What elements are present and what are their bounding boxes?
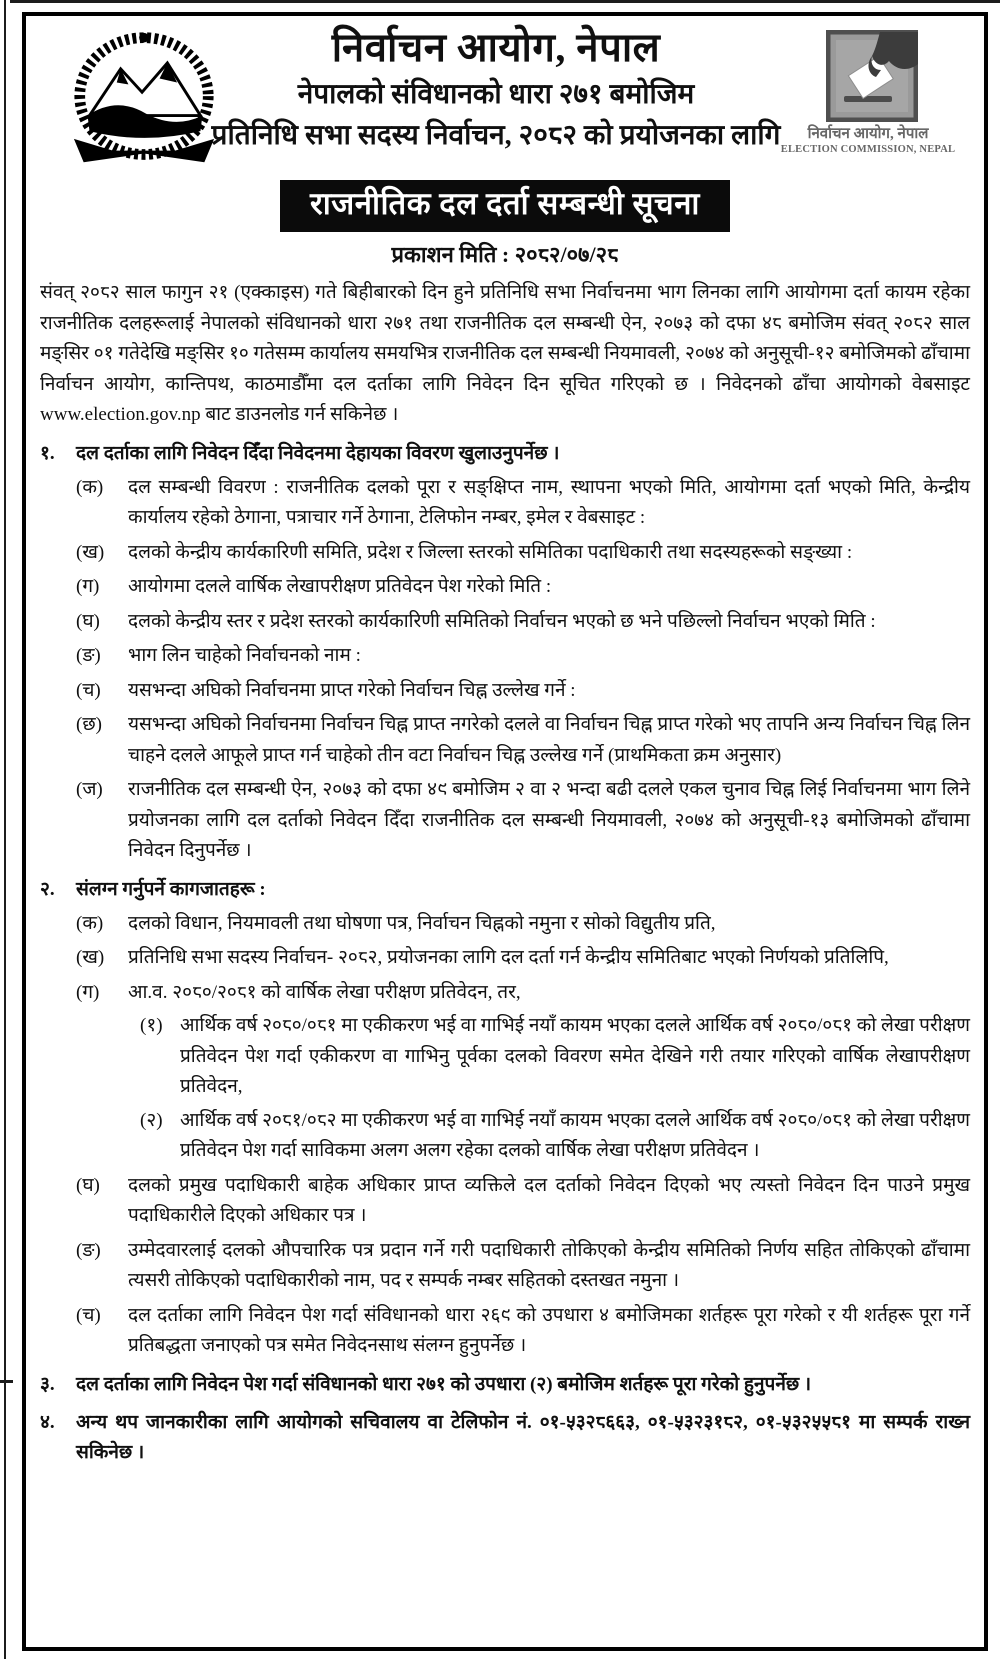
list-item-text: दलको प्रमुख पदाधिकारी बाहेक अधिकार प्राप्त व्यक्तिले दल दर्ताको निवेदन दिएको भए त्यस्तो निवेदन दिन पाउने प्रमुख पदाधिकारीले दिएको अधिकार पत्र । bbox=[128, 1174, 970, 1226]
list-item-label: (छ) bbox=[76, 714, 102, 735]
ec-caption-nepali: निर्वाचन आयोग, नेपाल bbox=[807, 126, 929, 142]
list-item-text: भाग लिन चाहेको निर्वाचनको नाम : bbox=[128, 645, 361, 666]
list-item-text: दलको केन्द्रीय कार्यकारिणी समिति, प्रदेश र जिल्ला स्तरको समितिका पदाधिकारी तथा सदस्यहरूको सङ्ख्या : bbox=[128, 541, 853, 563]
list-item-body bbox=[128, 676, 970, 707]
header-subtitle-2: प्रतिनिधि सभा सदस्य निर्वाचन, २०८२ को प्रयोजनका लागि bbox=[211, 120, 781, 151]
ec-caption-english: ELECTION COMMISSION, NEPAL bbox=[780, 144, 956, 155]
list-item bbox=[76, 943, 970, 974]
sub-list-item bbox=[140, 1106, 970, 1167]
list-item bbox=[76, 1236, 970, 1297]
list-item-body bbox=[128, 473, 970, 534]
section-heading-row bbox=[40, 1370, 970, 1400]
section-heading: दल दर्ताका लागि निवेदन दिँदा निवेदनमा देहायका विवरण खुलाउनुपर्नेछ । bbox=[76, 442, 560, 464]
ballot-box-icon bbox=[826, 30, 918, 122]
list-item-label: (च) bbox=[76, 1304, 101, 1326]
list-item bbox=[76, 909, 970, 940]
section-number: ३. bbox=[40, 1373, 55, 1395]
list-item-label: (ज) bbox=[76, 779, 103, 800]
list-item-body bbox=[128, 641, 970, 672]
header bbox=[40, 22, 970, 172]
notice-title: राजनीतिक दल दर्ता सम्बन्धी सूचना bbox=[310, 186, 700, 221]
sub-item-label: (१) bbox=[140, 1015, 163, 1036]
section-heading: दल दर्ताका लागि निवेदन पेश गर्दा संविधानको धारा २७१ को उपधारा (२) बमोजिम शर्तहरू पूरा गरेको हुनुपर्नेछ । bbox=[76, 1373, 812, 1395]
list-item-text: दलको केन्द्रीय स्तर र प्रदेश स्तरको कार्यकारिणी समितिको निर्वाचन भएको छ भने पछिल्लो निर्वाचन भएको मिति : bbox=[128, 610, 876, 632]
list-item bbox=[76, 710, 970, 771]
list-item-body bbox=[128, 909, 970, 940]
notice-title-bar bbox=[280, 180, 730, 232]
document-frame bbox=[22, 12, 988, 1651]
ec-logo-caption bbox=[758, 126, 978, 156]
list-item bbox=[76, 641, 970, 672]
header-subtitle-1: नेपालको संविधानको धारा २७१ बमोजिम bbox=[297, 79, 695, 110]
list-item-text: यसभन्दा अघिको निर्वाचनमा प्राप्त गरेको निर्वाचन चिह्न उल्लेख गर्ने : bbox=[128, 679, 576, 701]
list-item-text: उम्मेदवारलाई दलको औपचारिक पत्र प्रदान गर्ने गरी पदाधिकारी तोकिएको केन्द्रीय समितिको निर्णय सहित तोकिएको ढाँचामा त्यसरी तोकिएको पदाधिकारीको नाम, पद र सम्पर्क नम्बर सहितको दस्तखत नमुना । bbox=[128, 1239, 970, 1291]
list-item-body bbox=[128, 943, 970, 974]
list-item-label: (क) bbox=[76, 476, 104, 498]
list-item-text: राजनीतिक दल सम्बन्धी ऐन, २०७३ को दफा ४९ बमोजिम २ वा २ भन्दा बढी दलले एकल चुनाव चिह्न लिई निर्वाचनमा भाग लिने प्रयोजनका लागि दल दर्ताको निवेदन दिँदा राजनीतिक दल सम्बन्धी नियमावली, २०७४ को अनुसूची-१३ बमोजिमको ढाँचामा निवेदन दिनुपर्नेछ । bbox=[128, 779, 970, 861]
list-item-label: (घ) bbox=[76, 1174, 100, 1196]
list-item bbox=[76, 775, 970, 867]
list-item-body bbox=[128, 1236, 970, 1297]
section-heading: अन्य थप जानकारीका लागि आयोगको सचिवालय वा टेलिफोन नं. ०१-५३२८६६३, ०१-५३२३१८२, ०१-५३२५५८१ मा सम्पर्क राख्न सकिनेछ । bbox=[76, 1411, 970, 1463]
list-item bbox=[76, 538, 970, 569]
list-item-text: दल दर्ताका लागि निवेदन पेश गर्दा संविधानको धारा २६९ को उपधारा ४ बमोजिमका शर्तहरू पूरा गरेको र यी शर्तहरू पूरा गर्ने प्रतिबद्धता जनाएको पत्र समेत निवेदनसाथ संलग्न हुनुपर्नेछ । bbox=[128, 1304, 970, 1356]
list-item bbox=[76, 473, 970, 534]
sub-list-item bbox=[140, 1011, 970, 1103]
section-items bbox=[76, 473, 970, 867]
list-item-label: (घ) bbox=[76, 610, 100, 632]
list-item-body bbox=[128, 775, 970, 867]
intro-paragraph: संवत् २०८२ साल फागुन २१ (एक्काइस) गते बिहीबारको दिन हुने प्रतिनिधि सभा निर्वाचनमा भाग लिनका लागि आयोगमा दर्ता कायम रहेका राजनीतिक दलहरूलाई नेपालको संविधानको धारा २७१ तथा राजनीतिक दल सम्बन्धी ऐन, २०७३ को दफा ४८ बमोजिम संवत् २०८२ साल मङ्सिर ०१ गतेदेखि मङ्सिर १० गतेसम्म कार्यालय समयभित्र राजनीतिक दल सम्बन्धी नियमावली, २०७४ को अनुसूची-१२ बमोजिमको ढाँचामा निर्वाचन आयोग, कान्तिपथ, काठमाडौँमा दल दर्ताका लागि निवेदन दिन सूचित गरिएको छ । निवेदनको ढाँचा आयोगको वेबसाइट www.election.gov.np बाट डाउनलोड गर्न सकिनेछ । bbox=[40, 282, 970, 425]
list-item bbox=[76, 1301, 970, 1362]
list-item-body bbox=[128, 978, 970, 1167]
newspaper-column-rule bbox=[4, 0, 6, 1659]
section-number: १. bbox=[40, 442, 55, 464]
list-item-label: (क) bbox=[76, 912, 104, 934]
section bbox=[40, 1408, 970, 1468]
list-item-body bbox=[128, 1171, 970, 1232]
list-item-text: आ.व. २०८०/२०८१ को वार्षिक लेखा परीक्षण प्रतिवेदन, तर, bbox=[128, 981, 521, 1003]
list-item-body bbox=[128, 538, 970, 569]
section-heading: संलग्न गर्नुपर्ने कागजातहरू : bbox=[76, 878, 266, 900]
org-name: निर्वाचन आयोग, नेपाल bbox=[331, 25, 661, 70]
list-item bbox=[76, 1171, 970, 1232]
publish-date: प्रकाशन मिति : २०८२/०७/२८ bbox=[391, 242, 619, 267]
sub-item-text: आर्थिक वर्ष २०८०/०८१ मा एकीकरण भई वा गाभिई नयाँ कायम भएका दलले आर्थिक वर्ष २०८०/०८१ को लेखा परीक्षण प्रतिवेदन पेश गर्दा एकीकरण वा गाभिनु पूर्वका दलको विवरण समेत देखिने गरी तयार गरिएको वार्षिक लेखापरीक्षण प्रतिवेदन, bbox=[180, 1015, 970, 1097]
list-item-text: आयोगमा दलले वार्षिक लेखापरीक्षण प्रतिवेदन पेश गरेको मिति : bbox=[128, 576, 552, 597]
sections bbox=[40, 439, 970, 1468]
list-item bbox=[76, 676, 970, 707]
newspaper-left-tick bbox=[0, 1380, 13, 1383]
list-item-body bbox=[128, 607, 970, 638]
list-item-label: (ग) bbox=[76, 981, 100, 1003]
list-item-text: यसभन्दा अघिको निर्वाचनमा निर्वाचन चिह्न प्राप्त नगरेको दलले वा निर्वाचन चिह्न प्राप्त गरेको भए तापनि अन्य निर्वाचन चिह्न लिन चाहने दलले आफूले प्राप्त गर्न चाहेको तीन वटा निर्वाचन चिह्न उल्लेख गर्ने (प्राथमिकता क्रम अनुसार) bbox=[128, 714, 970, 766]
section-number: ४. bbox=[40, 1411, 55, 1433]
header-center bbox=[190, 22, 802, 156]
list-item-text: दलको विधान, नियमावली तथा घोषणा पत्र, निर्वाचन चिह्नको नमुना र सोको विद्युतीय प्रति, bbox=[128, 912, 716, 934]
list-item-label: (च) bbox=[76, 679, 101, 701]
list-item-text: प्रतिनिधि सभा सदस्य निर्वाचन- २०८२, प्रयोजनका लागि दल दर्ता गर्न केन्द्रीय समितिबाट भएको निर्णयको प्रतिलिपि, bbox=[128, 947, 889, 968]
list-item-body bbox=[128, 710, 970, 771]
list-item-label: (ङ) bbox=[76, 1239, 101, 1261]
section bbox=[40, 875, 970, 1362]
section-number: २. bbox=[40, 878, 55, 900]
sub-item-label: (२) bbox=[140, 1109, 163, 1131]
list-item-text: दल सम्बन्धी विवरण : राजनीतिक दलको पूरा र सङ्क्षिप्त नाम, स्थापना भएको मिति, आयोगमा दर्ता भएको मिति, केन्द्रीय कार्यालय रहेको ठेगाना, पत्राचार गर्ने ठेगाना, टेलिफोन नम्बर, इमेल र वेबसाइट : bbox=[128, 476, 970, 528]
section bbox=[40, 1370, 970, 1400]
sub-item-text: आर्थिक वर्ष २०८१/०८२ मा एकीकरण भई वा गाभिई नयाँ कायम भएका दलले आर्थिक वर्ष २०८०/०८१ को लेखा परीक्षण प्रतिवेदन पेश गर्दा साविकमा अलग अलग रहेका दलको वार्षिक लेखा परीक्षण प्रतिवेदन । bbox=[180, 1109, 970, 1161]
newspaper-top-rule bbox=[10, 0, 1000, 3]
list-item-body bbox=[128, 572, 970, 603]
list-item-label: (ग) bbox=[76, 576, 100, 597]
section-heading-row bbox=[40, 1408, 970, 1468]
list-item-body bbox=[128, 1301, 970, 1362]
list-item bbox=[76, 572, 970, 603]
section-items bbox=[76, 909, 970, 1362]
section bbox=[40, 439, 970, 867]
list-item-label: (ख) bbox=[76, 947, 105, 968]
section-heading-row bbox=[40, 439, 970, 469]
section-heading-row bbox=[40, 875, 970, 905]
list-item-label: (ख) bbox=[76, 541, 105, 563]
list-item bbox=[76, 607, 970, 638]
list-item bbox=[76, 978, 970, 1167]
list-item-label: (ङ) bbox=[76, 645, 101, 666]
